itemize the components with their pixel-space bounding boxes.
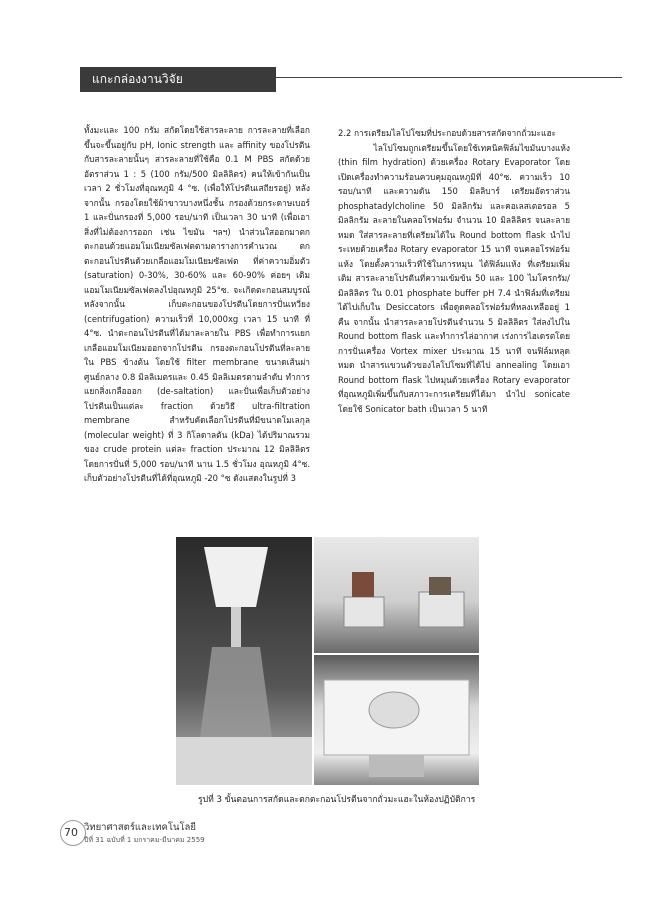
stirrer-base bbox=[369, 755, 424, 777]
funnel-illustration bbox=[176, 537, 312, 785]
ice-bath-photo bbox=[314, 655, 479, 785]
journal-issue: ปีที่ 31 ฉบับที่ 1 มกราคม-มีนาคม 2559 bbox=[84, 836, 205, 844]
flask-shape bbox=[200, 647, 272, 737]
filtration-funnel-photo bbox=[176, 537, 312, 785]
beaker-1 bbox=[352, 572, 374, 597]
journal-title: วิทยาศาสตร์และเทคโนโลยี bbox=[84, 822, 196, 833]
funnel-stem bbox=[231, 607, 241, 647]
ice-box bbox=[176, 737, 312, 785]
stirrer-illustration bbox=[314, 537, 479, 653]
section-title: แกะกล่องงานวิจัย bbox=[92, 72, 183, 86]
beaker-in-ice bbox=[369, 692, 419, 728]
stirrer-equipment-photo bbox=[314, 537, 479, 653]
ice-bath-illustration bbox=[314, 655, 479, 785]
stirrer-plate-2 bbox=[419, 592, 464, 627]
funnel-cone bbox=[204, 547, 268, 607]
page-number: 70 bbox=[64, 826, 78, 839]
right-body-text: 2.2 การเตรียมไลโปโซมที่ประกอบด้วยสารสกัดจากถั่วมะแฮะ ไลโปโซมถูกเตรียมขึ้นโดยใช้เทคนิคฟิล์มไขมันบางแห้ง (thin film hydration) ด้วยเครื่อง Rotary Evaporator โดยเปิดเครื่องทำความร้อนควบคุมอุณหภูมิที่ 40°ซ. ความเร็ว 10 รอบ/นาที และความดัน 150 มิลลิบาร์ เตรียมอัตราส่วน phosphatadylcholine 50 มิลลิกรัม และคอเลสเตอรอล 5 มิลลิกรัม ละลายในคลอโรฟอร์ม จำนวน 10 มิลลิลิตร จนละลายหมด ใส่สารละลายที่เตรียมได้ใน Round bottom flask นำไประเหยด้วยเครื่อง Rotary evaporator 15 นาที จนคลอโรฟอร์มแห้ง โดยตั้งความเร็วที่ใช้ในการหมุน ได้ฟิล์มแห้ง ที่เตรียมเพิ่มเติม สารละลายโปรตีนที่ความเข้มข้น 50 และ 100 ไมโครกรัม/มิลลิลิตร ใน 0.01 phosphate buffer pH 7.4 นำฟิล์มที่เตรียมได้ไปเก็บใน Desiccators เพื่อดูดคลอโรฟอร์มที่หลงเหลืออยู่ 1 คืน จากนั้น นำสารละลายโปรตีนจำนวน 5 มิลลิลิตร ใส่ลงไปใน Round bottom flask และทำการไล่อากาศ เร่งการไฮเดรตโดยการปั่นเครื่อง Vortex mixer ประมาณ 15 นาที จนฟิล์มหลุดหมด นำสารแขวนตัวของไลโปโซมที่ได้ไป annealing โดยเอา Round bottom flask ไปหมุนด้วยเครื่อง Rotary evaporator ที่อุณหภูมิเพิ่มขึ้นกับสภาวะการเตรียมที่ได้มา นำไป sonicate โดยใช้ Sonicator bath เป็นเวลา 5 นาที bbox=[338, 128, 570, 414]
figure-3-photos bbox=[176, 537, 479, 785]
figure-caption: รูปที่ 3 ขั้นตอนการสกัดและตกตะกอนโปรตีนจากถั่วมะแฮะในห้องปฏิบัติการ bbox=[198, 795, 476, 805]
left-body-text: ทั้งมะและ 100 กรัม สกัดโดยใช้สารละลาย การละลายที่เลือกขึ้นจะขึ้นอยู่กับ pH, Ionic strength และ affinity ของโปรตีนกับสารละลายนั้นๆ สารละลายที่ใช้คือ 0.1 M PBS สกัดด้วยอัตราส่วน 1 : 5 (100 กรัม/500 มิลลิลิตร) คนให้เข้ากันเป็นเวลา 2 ชั่วโมงที่อุณหภูมิ 4 °ซ. (เพื่อให้โปรตีนเสถียรอยู่) หลังจากนั้น กรองโดยใช้ผ้าขาวบางหนึ่งชั้น กรองด้วยกระดาษเบอร์ 1 และปั่นกรองที่ 5,000 รอบ/นาที เป็นเวลา 30 นาที (เพื่อเอาสิ่งที่ไม่ต้องการออก เช่น ไขมัน ฯลฯ) นำส่วนใสออกมาตกตะกอนด้วยแอมโมเนียมซัลเฟตตามตารางการคำนวณ ตกตะกอนโปรตีนด้วยเกลือแอมโมเนียมซัลเฟต ที่ค่าความอิ่มตัว (saturation) 0-30%, 30-60% และ 60-90% ค่อยๆ เติมแอมโมเนียมซัลเฟตลงไปอุณหภูมิ 25°ซ. จะเกิดตะกอนสมบูรณ์ หลังจากนั้น เก็บตะกอนของโปรตีนโดยการปั่นเหวี่ยง (centrifugation) ความเร็วที่ 10,000xg เวลา 15 นาที ที่ 4°ซ. นำตะกอนโปรตีนที่ได้มาละลายใน PBS เพื่อทำการแยกเกลือแอมโมเนียมออกจากโปรตีน กรองตะกอนโปรตีนที่ละลายใน PBS ข้างต้น โดยใช้ filter membrane ขนาดเส้นผ่าศูนย์กลาง 0.8 มิลลิเมตรและ 0.45 มิลลิเมตรตามลำดับ ทำการแยกสิ่งเกลือออก (de-saltation) และปั่นเพื่อเก็บตัวอย่างโปรตีนเป็นแต่ละ fraction ด้วยวิธี ultra-filtration membrane สำหรับคัดเลือกโปรตีนที่มีขนาดโมเลกุล (molecular weight) ที่ 3 กิโลดาลตัน (kDa) ได้ปริมาณรวมของ crude protein แต่ละ fraction ประมาณ 12 มิลลิลิตร โดยการปั่นที่ 5,000 รอบ/นาที นาน 1.5 ชั่วโมง อุณหภูมิ 4°ซ. เก็บตัวอย่างโปรตีนที่ได้ที่อุณหภูมิ -20 °ซ ดังแสดงในรูปที่ 3 bbox=[84, 125, 313, 483]
stirrer-plate-1 bbox=[344, 597, 384, 627]
beaker-2 bbox=[429, 577, 451, 595]
